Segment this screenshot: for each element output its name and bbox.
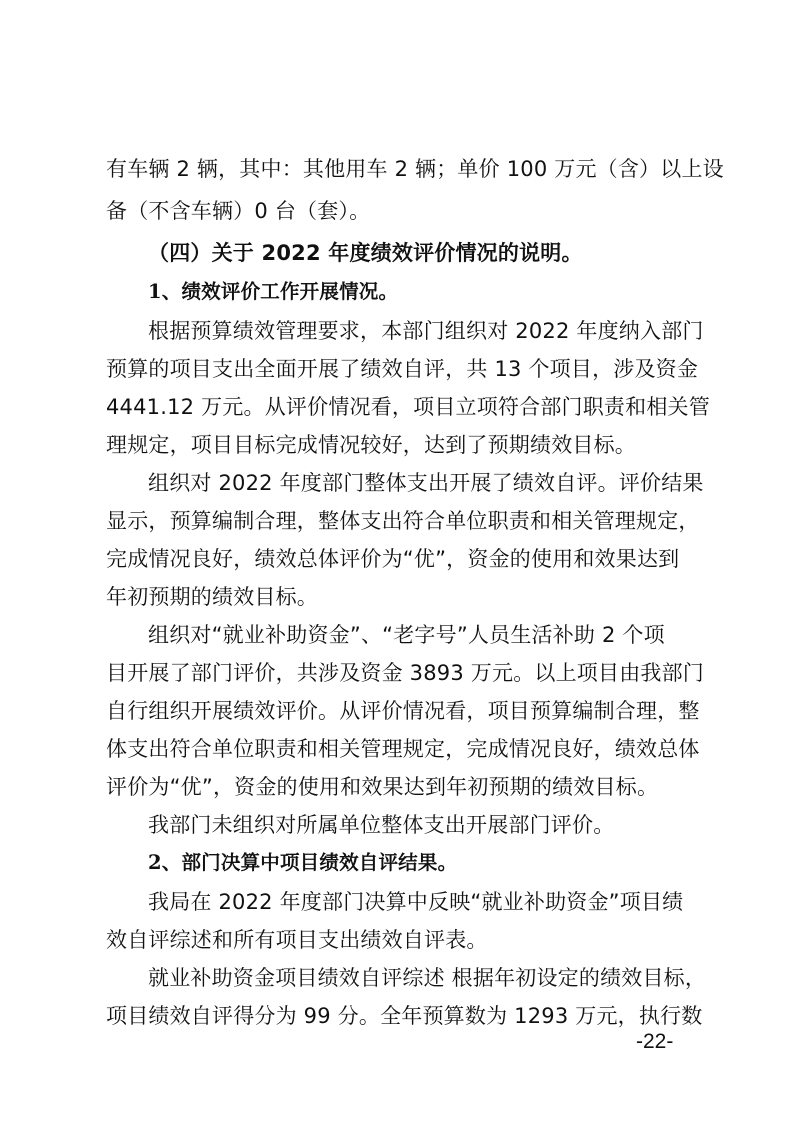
subheading-1: 1、绩效评价工作开展情况。 (148, 280, 399, 303)
text-line-7: 4441.12 万元。从评价情况看，项目立项符合部门职责和相关管 (106, 395, 710, 419)
text-line-2: 备（不含车辆）0 台（套）。 (106, 199, 371, 223)
text-line-16: 体支出符合单位职责和相关管理规定，完成情况良好，绩效总体 (106, 737, 700, 761)
text-line-15: 自行组织开展绩效评价。从评价情况看，项目预算编制合理，整 (106, 699, 700, 723)
text-line-22: 就业补助资金项目绩效自评综述 根据年初设定的绩效目标， (148, 966, 707, 990)
text-line-23: 项目绩效自评得分为 99 分。全年预算数为 1293 万元，执行数 (106, 1004, 703, 1028)
text-line-21: 效自评综述和所有项目支出绩效自评表。 (106, 928, 488, 952)
text-line-6: 预算的项目支出全面开展了绩效自评，共 13 个项目，涉及资金 (106, 357, 699, 381)
section-heading-4: （四）关于 2022 年度绩效评价情况的说明。 (148, 241, 583, 265)
page-number: -22- (636, 1030, 674, 1053)
subheading-2: 2、部门决算中项目绩效自评结果。 (148, 851, 458, 874)
text-line-8: 理规定，项目目标完成情况较好，达到了预期绩效目标。 (106, 433, 636, 457)
text-line-5: 根据预算绩效管理要求，本部门组织对 2022 年度纳入部门 (148, 319, 704, 343)
text-line-1: 有车辆 2 辆，其中：其他用车 2 辆；单价 100 万元（含）以上设 (106, 157, 724, 181)
text-line-11: 完成情况良好，绩效总体评价为“优”，资金的使用和效果达到 (106, 547, 680, 571)
text-line-20: 我局在 2022 年度部门决算中反映“就业补助资金”项目绩 (148, 890, 684, 914)
text-line-10: 显示，预算编制合理，整体支出符合单位职责和相关管理规定， (106, 509, 700, 533)
text-line-17: 评价为“优”，资金的使用和效果达到年初预期的绩效目标。 (106, 775, 659, 799)
text-line-18: 我部门未组织对所属单位整体支出开展部门评价。 (148, 813, 615, 837)
text-line-9: 组织对 2022 年度部门整体支出开展了绩效自评。评价结果 (148, 471, 704, 495)
text-line-13: 组织对“就业补助资金”、“老字号”人员生活补助 2 个项 (148, 623, 665, 647)
text-line-14: 目开展了部门评价，共涉及资金 3893 万元。以上项目由我部门 (106, 661, 704, 685)
text-line-12: 年初预期的绩效目标。 (106, 585, 318, 609)
